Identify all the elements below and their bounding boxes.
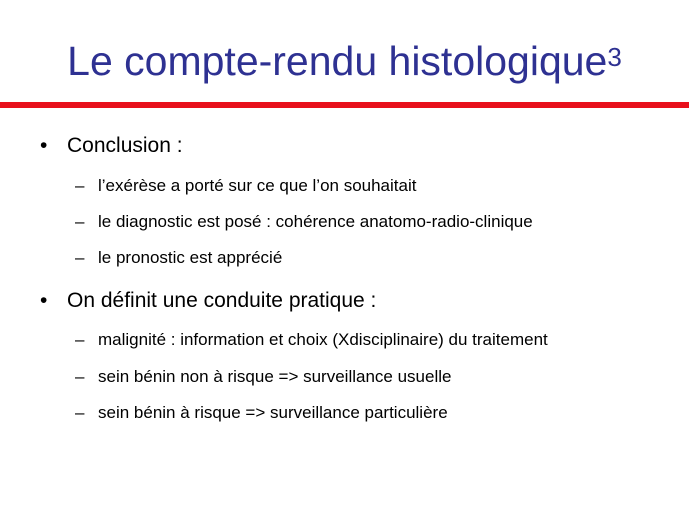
dash-marker: – bbox=[75, 212, 85, 231]
bullet-text: On définit une conduite pratique : bbox=[67, 289, 377, 312]
slide-title bbox=[0, 36, 689, 86]
dash-marker: – bbox=[75, 367, 85, 386]
sub-item-text: malignité : information et choix (Xdisciplinaire) du traitement bbox=[98, 330, 548, 349]
sub-item-text: sein bénin à risque => surveillance particulière bbox=[98, 403, 448, 422]
dash-marker: – bbox=[75, 330, 85, 349]
dash-marker: – bbox=[75, 248, 85, 267]
dash-marker: – bbox=[75, 176, 85, 195]
title-superscript: 3 bbox=[607, 42, 622, 72]
dash-marker: – bbox=[75, 403, 85, 422]
bullet-text: Conclusion : bbox=[67, 134, 183, 157]
sub-item-text: le diagnostic est posé : cohérence anatomo-radio-clinique bbox=[98, 212, 533, 231]
title-divider bbox=[0, 102, 689, 108]
slide-title-text: Le compte-rendu histologique bbox=[67, 38, 608, 84]
sub-item-text: sein bénin non à risque => surveillance usuelle bbox=[98, 367, 452, 386]
bullet-marker: • bbox=[40, 134, 48, 157]
sub-item-text: l’exérèse a porté sur ce que l’on souhaitait bbox=[98, 176, 417, 195]
bullet-marker: • bbox=[40, 289, 48, 312]
sub-item-text: le pronostic est apprécié bbox=[98, 248, 283, 267]
